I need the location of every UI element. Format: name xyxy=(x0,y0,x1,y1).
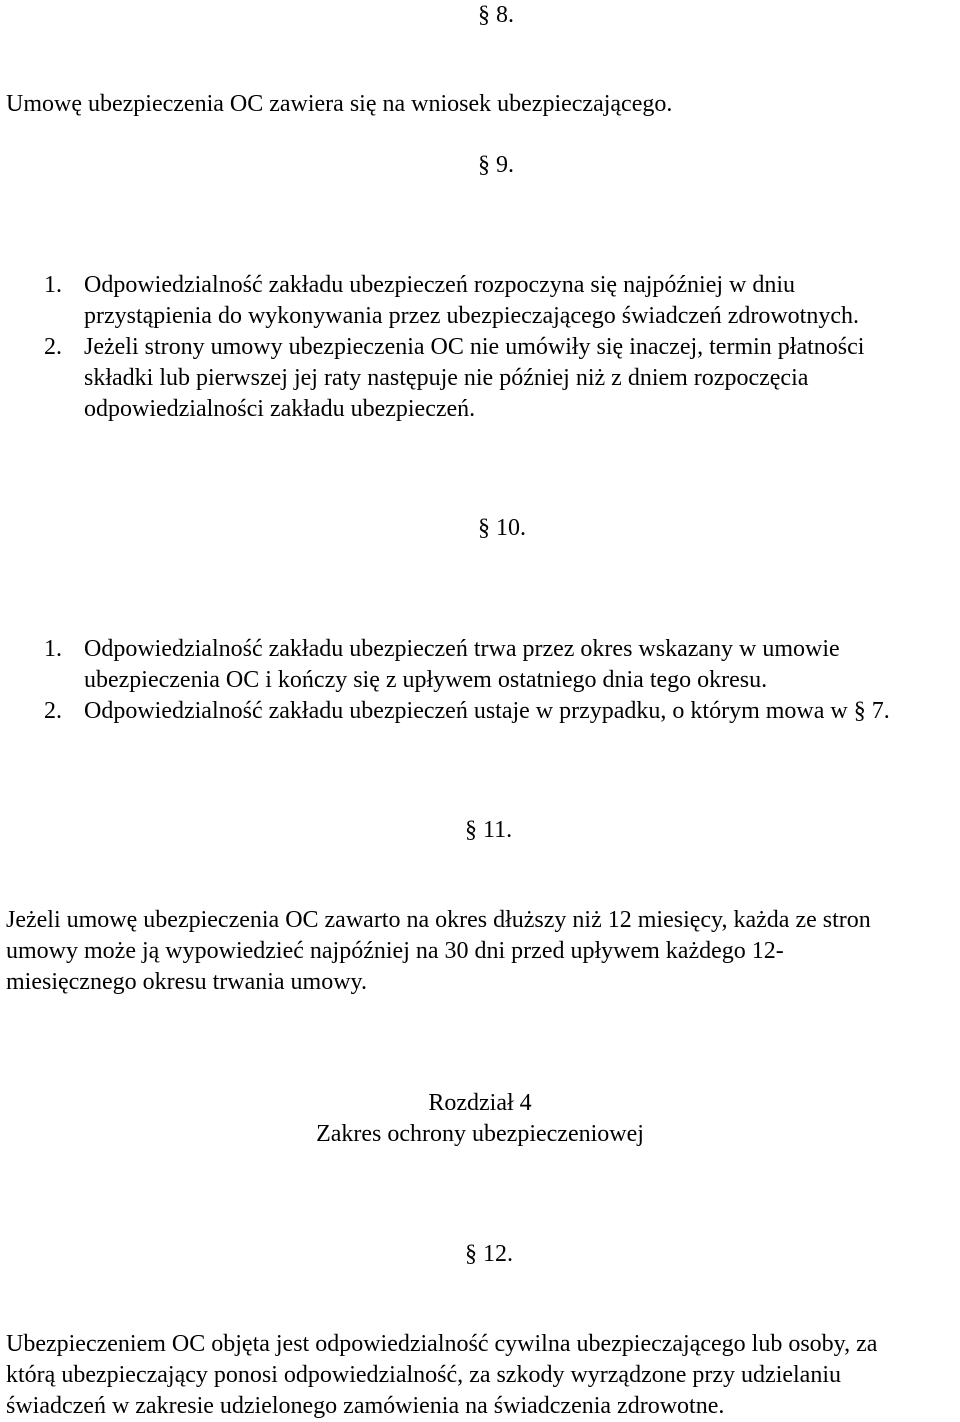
list-item-number: 2. xyxy=(44,334,62,360)
paragraph-line: Jeżeli umowę ubezpieczenia OC zawarto na okres dłuższy niż 12 miesięcy, każda ze stron xyxy=(6,907,871,933)
list-item-line: Odpowiedzialność zakładu ubezpieczeń rozpoczyna się najpóźniej w dniu xyxy=(84,272,796,298)
paragraph-line: umowy może ją wypowiedzieć najpóźniej na 30 dni przed upływem każdego 12- xyxy=(6,938,784,964)
paragraph-line: miesięcznego okresu trwania umowy. xyxy=(6,969,367,995)
list-item-number: 1. xyxy=(44,636,62,662)
paragraph-line: Umowę ubezpieczenia OC zawiera się na wniosek ubezpieczającego. xyxy=(6,91,673,117)
list-item-line: Odpowiedzialność zakładu ubezpieczeń trwa przez okres wskazany w umowie xyxy=(84,636,840,662)
chapter-title: Zakres ochrony ubezpieczeniowej xyxy=(316,1121,644,1147)
section-heading-9: § 9. xyxy=(478,152,514,178)
list-item-line: przystąpienia do wykonywania przez ubezpieczającego świadczeń zdrowotnych. xyxy=(84,303,859,329)
paragraph-line: którą ubezpieczający ponosi odpowiedzialność, za szkody wyrządzone przy udzielaniu xyxy=(6,1362,841,1388)
paragraph-line: świadczeń w zakresie udzielonego zamówienia na świadczenia zdrowotne. xyxy=(6,1393,725,1419)
list-item-line: Odpowiedzialność zakładu ubezpieczeń ustaje w przypadku, o którym mowa w § 7. xyxy=(84,698,890,724)
section-heading-10: § 10. xyxy=(478,515,526,541)
paragraph-line: Ubezpieczeniem OC objęta jest odpowiedzialność cywilna ubezpieczającego lub osoby, za xyxy=(6,1331,878,1357)
chapter-number: Rozdział 4 xyxy=(428,1090,532,1116)
list-item-line: ubezpieczenia OC i kończy się z upływem ostatniego dnia tego okresu. xyxy=(84,667,768,693)
list-item-line: Jeżeli strony umowy ubezpieczenia OC nie umówiły się inaczej, termin płatności xyxy=(84,334,865,360)
list-item-number: 2. xyxy=(44,698,62,724)
section-heading-12: § 12. xyxy=(465,1241,513,1267)
list-item-line: składki lub pierwszej jej raty następuje nie później niż z dniem rozpoczęcia xyxy=(84,365,809,391)
list-item-number: 1. xyxy=(44,272,62,298)
section-heading-8: § 8. xyxy=(478,2,514,28)
list-item-line: odpowiedzialności zakładu ubezpieczeń. xyxy=(84,396,476,422)
section-heading-11: § 11. xyxy=(465,817,513,843)
